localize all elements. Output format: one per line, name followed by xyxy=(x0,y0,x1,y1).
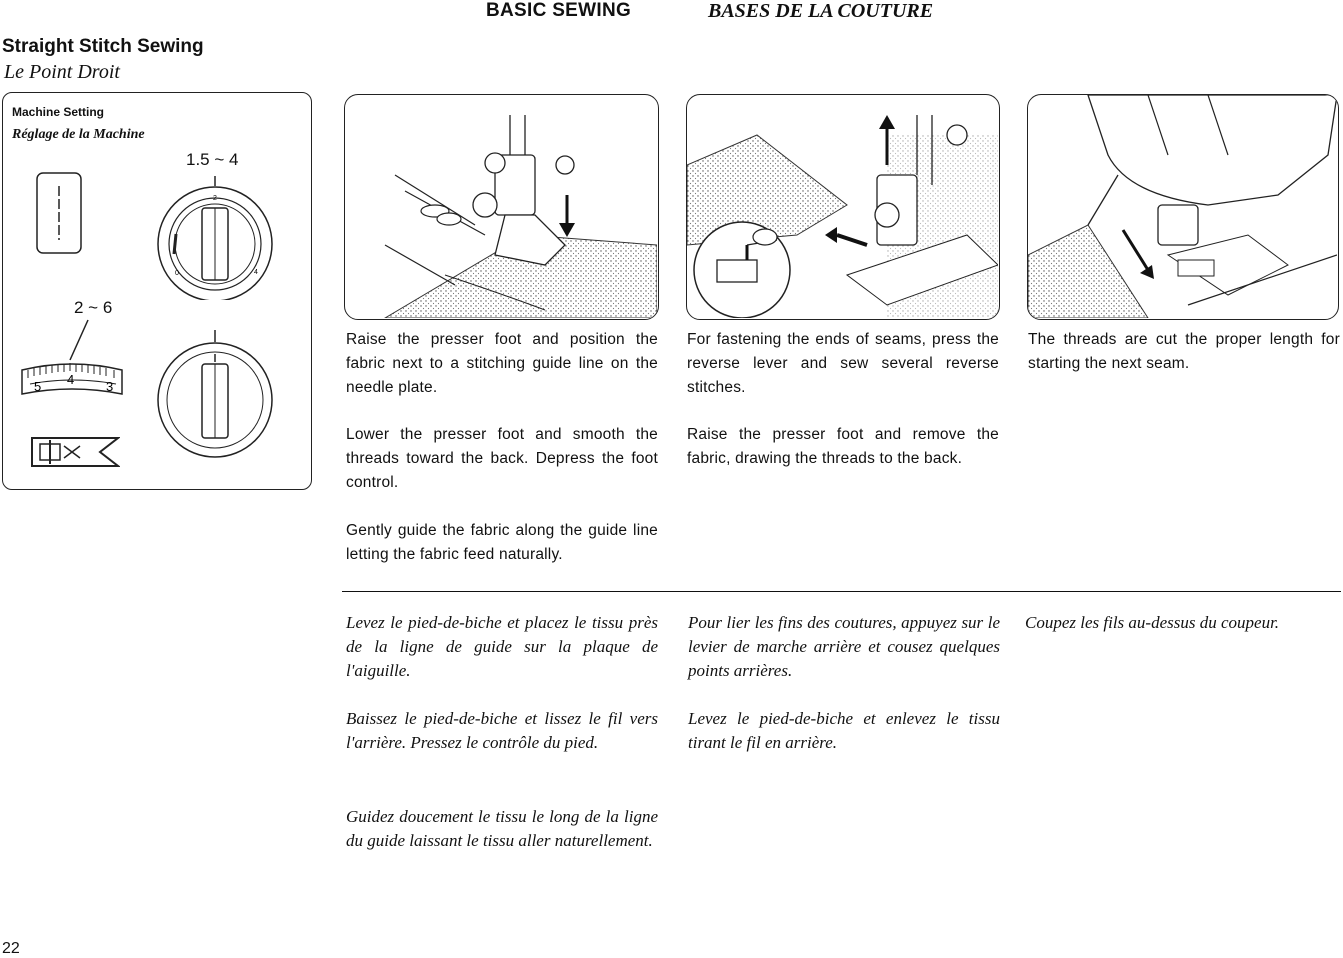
needle-position-dial-icon xyxy=(152,330,278,460)
stitch-length-label: 2 ~ 6 xyxy=(74,298,113,317)
section-title-en: Straight Stitch Sewing xyxy=(2,36,204,57)
stitch-width-label: 1.5 ~ 4 xyxy=(186,150,239,169)
length-mark-4: 4 xyxy=(67,372,75,387)
illustration-reverse-stitch xyxy=(686,94,1000,320)
col3-en-p1: The threads are cut the proper length for starting the next seam. xyxy=(1028,331,1340,372)
length-mark-5: 5 xyxy=(34,379,42,394)
width-dial-mark-4: 4 xyxy=(254,269,258,276)
width-dial-mark-2: 2 xyxy=(213,195,217,202)
col1-en-p1: Raise the presser foot and position the fabric next to a stitching guide line on the needle plate. xyxy=(346,331,658,396)
width-dial-mark-0: 0 xyxy=(175,270,179,277)
machine-setting-title-fr: Réglage de la Machine xyxy=(12,127,145,142)
col2-fr-p2: Levez le pied-de-biche et enlevez le tissu tirant le fil en arrière. xyxy=(688,709,1000,752)
section-title-fr: Le Point Droit xyxy=(4,61,120,83)
language-divider xyxy=(342,591,1341,592)
col3-fr-p1: Coupez les fils au-dessus du coupeur. xyxy=(1025,613,1280,632)
machine-setting-title-en: Machine Setting xyxy=(12,105,105,119)
col1-fr-p2: Baissez le pied-de-biche et lissez le fil vers l'arrière. Pressez le contrôle du pied. xyxy=(346,709,658,752)
length-mark-3: 3 xyxy=(106,379,114,394)
stitch-width-dial-icon xyxy=(152,174,278,300)
col2-en-p1: For fastening the ends of seams, press the reverse lever and sew several reverse stitches. xyxy=(687,331,999,396)
presser-foot-icon xyxy=(30,434,120,470)
col1-en-p2: Lower the presser foot and smooth the threads toward the back. Depress the foot control. xyxy=(346,426,658,491)
illustration-thread-cutter xyxy=(1027,94,1339,320)
header-title-fr: BASES DE LA COUTURE xyxy=(708,0,934,22)
col2-fr-p1: Pour lier les fins des coutures, appuyez sur le levier de marche arrière et cousez quelques points arrières. xyxy=(688,613,1000,680)
col1-en-p3: Gently guide the fabric along the guide line letting the fabric feed naturally. xyxy=(346,522,658,563)
header-title-en: BASIC SEWING xyxy=(486,0,632,21)
col2-en-p2: Raise the presser foot and remove the fabric, drawing the threads to the back. xyxy=(687,426,999,467)
col1-fr-p1: Levez le pied-de-biche et placez le tissu près de la ligne de guide sur la plaque de l'aiguille. xyxy=(346,613,658,680)
stitch-length-slider-icon xyxy=(20,318,126,398)
straight-stitch-icon xyxy=(36,172,82,254)
page-number: 22 xyxy=(2,940,20,957)
illustration-position-fabric xyxy=(344,94,659,320)
col1-fr-p3: Guidez doucement le tissu le long de la ligne du guide laissant le tissu aller naturellement. xyxy=(346,807,658,850)
